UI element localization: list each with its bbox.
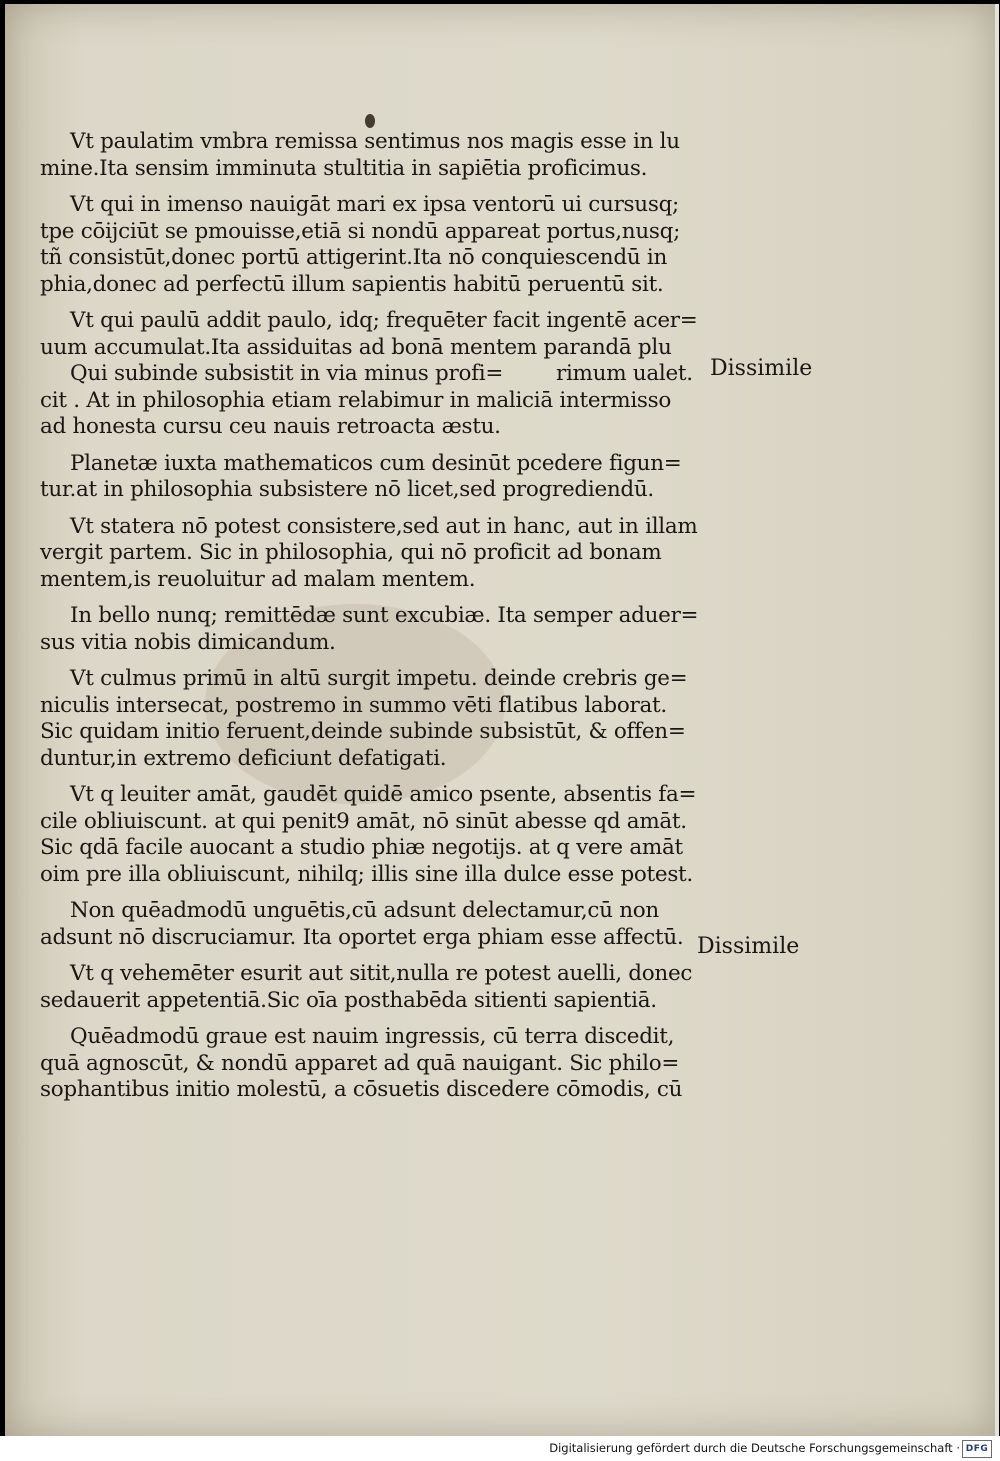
margin-note: Dissimile: [710, 356, 813, 381]
overflow-line: rimum ualet.: [556, 361, 693, 386]
paragraph: [40, 129, 720, 182]
text-line: In bello nunq; remittēdæ sunt excubiæ. Ita semper aduer=: [70, 603, 699, 628]
text-line: duntur,in extremo deficiunt defatigati.: [40, 745, 447, 771]
text-line: vergit partem. Sic in philosophia, qui nō proficit ad bonam: [40, 540, 662, 565]
paragraph: [40, 782, 720, 888]
ink-blot: [365, 114, 375, 128]
text-line: sus vitia nobis dimicandum.: [40, 629, 336, 655]
text-line: Quēadmodū graue est nauim ingressis, cū terra discedit,: [70, 1024, 675, 1049]
text-line: Non quēadmodū unguētis,cū adsunt delectamur,cū non: [70, 898, 659, 923]
text-line: mine.Ita sensim imminuta stultitia in sapiētia proficimus.: [40, 155, 648, 181]
paragraph: [40, 361, 720, 441]
text-line: tur.at in philosophia subsistere nō licet,sed progrediendū.: [40, 477, 654, 502]
text-line: adsunt nō discruciamur. Ita oportet erga phiam esse affectū.: [40, 924, 684, 950]
paragraph: [40, 666, 720, 772]
text-line: Sic quidam initio feruent,deinde subinde subsistūt, & offen=: [40, 719, 686, 744]
book-page: [5, 4, 999, 1436]
text-line: Vt statera nō potest consistere,sed aut in hanc, aut in illam: [70, 513, 698, 539]
text-line: quā agnoscūt, & nondū apparet ad quā nauigant. Sic philo=: [40, 1050, 680, 1076]
paragraph: [40, 451, 720, 504]
dfg-logo-icon: DFG: [962, 1440, 992, 1458]
text-line: Vt q leuiter amāt, gaudēt quidē amico psente, absentis fa=: [70, 782, 697, 807]
paragraph: [40, 514, 720, 594]
paragraph: [40, 308, 720, 361]
text-line: sophantibus initio molestū, a cōsuetis discedere cōmodis, cū: [40, 1077, 683, 1102]
text-line: tpe cōijciūt se pmouisse,etiā si nondū appareat portus,nusq;: [40, 218, 681, 244]
paragraph: [40, 192, 720, 298]
text-line: Vt q vehemēter esurit aut sitit,nulla re potest auelli, donec: [70, 961, 693, 986]
text-line: Vt culmus primū in altū surgit impetu. deinde crebris ge=: [70, 666, 688, 691]
funding-note: Digitalisierung gefördert durch die Deutsche Forschungsgemeinschaft ·: [549, 1441, 960, 1455]
text-span: Qui subinde subsistit in via minus profi=: [70, 361, 504, 386]
main-text: [40, 129, 720, 1114]
text-line: Planetæ iuxta mathematicos cum desinūt pcedere figun=: [70, 450, 682, 476]
text-line: cit . At in philosophia etiam relabimur in maliciā intermisso: [40, 387, 672, 413]
text-line: ad honesta cursu ceu nauis retroacta æstu.: [40, 414, 501, 439]
footer-bar: [0, 1436, 1000, 1461]
text-line: mentem,is reuoluitur ad malam mentem.: [40, 566, 476, 592]
text-line: phia,donec ad perfectū illum sapientis habitū peruentū sit.: [40, 271, 664, 297]
margin-note: Dissimile: [697, 934, 800, 959]
text-line: Vt qui paulū addit paulo, idq; frequēter facit ingentē acer=: [70, 308, 698, 333]
text-line: niculis intersecat, postremo in summo vēti flatibus laborat.: [40, 692, 667, 718]
text-line: Vt paulatim vmbra remissa sentimus nos magis esse in lu: [70, 129, 680, 154]
paragraph: [40, 898, 720, 951]
text-line: tñ consistūt,donec portū attigerint.Ita nō conquiescendū in: [40, 245, 668, 270]
text-line: sedauerit appetentiā.Sic oīa posthabēda sitienti sapientiā.: [40, 987, 657, 1013]
text-line: Sic qdā facile auocant a studio phiæ negotijs. at q vere amāt: [40, 835, 683, 860]
text-line: oim pre illa obliuiscunt, nihilq; illis sine illa dulce esse potest.: [40, 861, 693, 887]
text-line: uum accumulat.Ita assiduitas ad bonā mentem parandā plu: [40, 334, 672, 360]
paragraph: [40, 1024, 720, 1104]
paragraph: [40, 603, 720, 656]
paragraph: [40, 961, 720, 1014]
text-line: cile obliuiscunt. at qui penit9 amāt, nō sinūt abesse qd amāt.: [40, 808, 687, 834]
text-line: Vt qui in imenso nauigāt mari ex ipsa ventorū ui cursusq;: [70, 192, 679, 217]
text-line: [40, 361, 720, 388]
